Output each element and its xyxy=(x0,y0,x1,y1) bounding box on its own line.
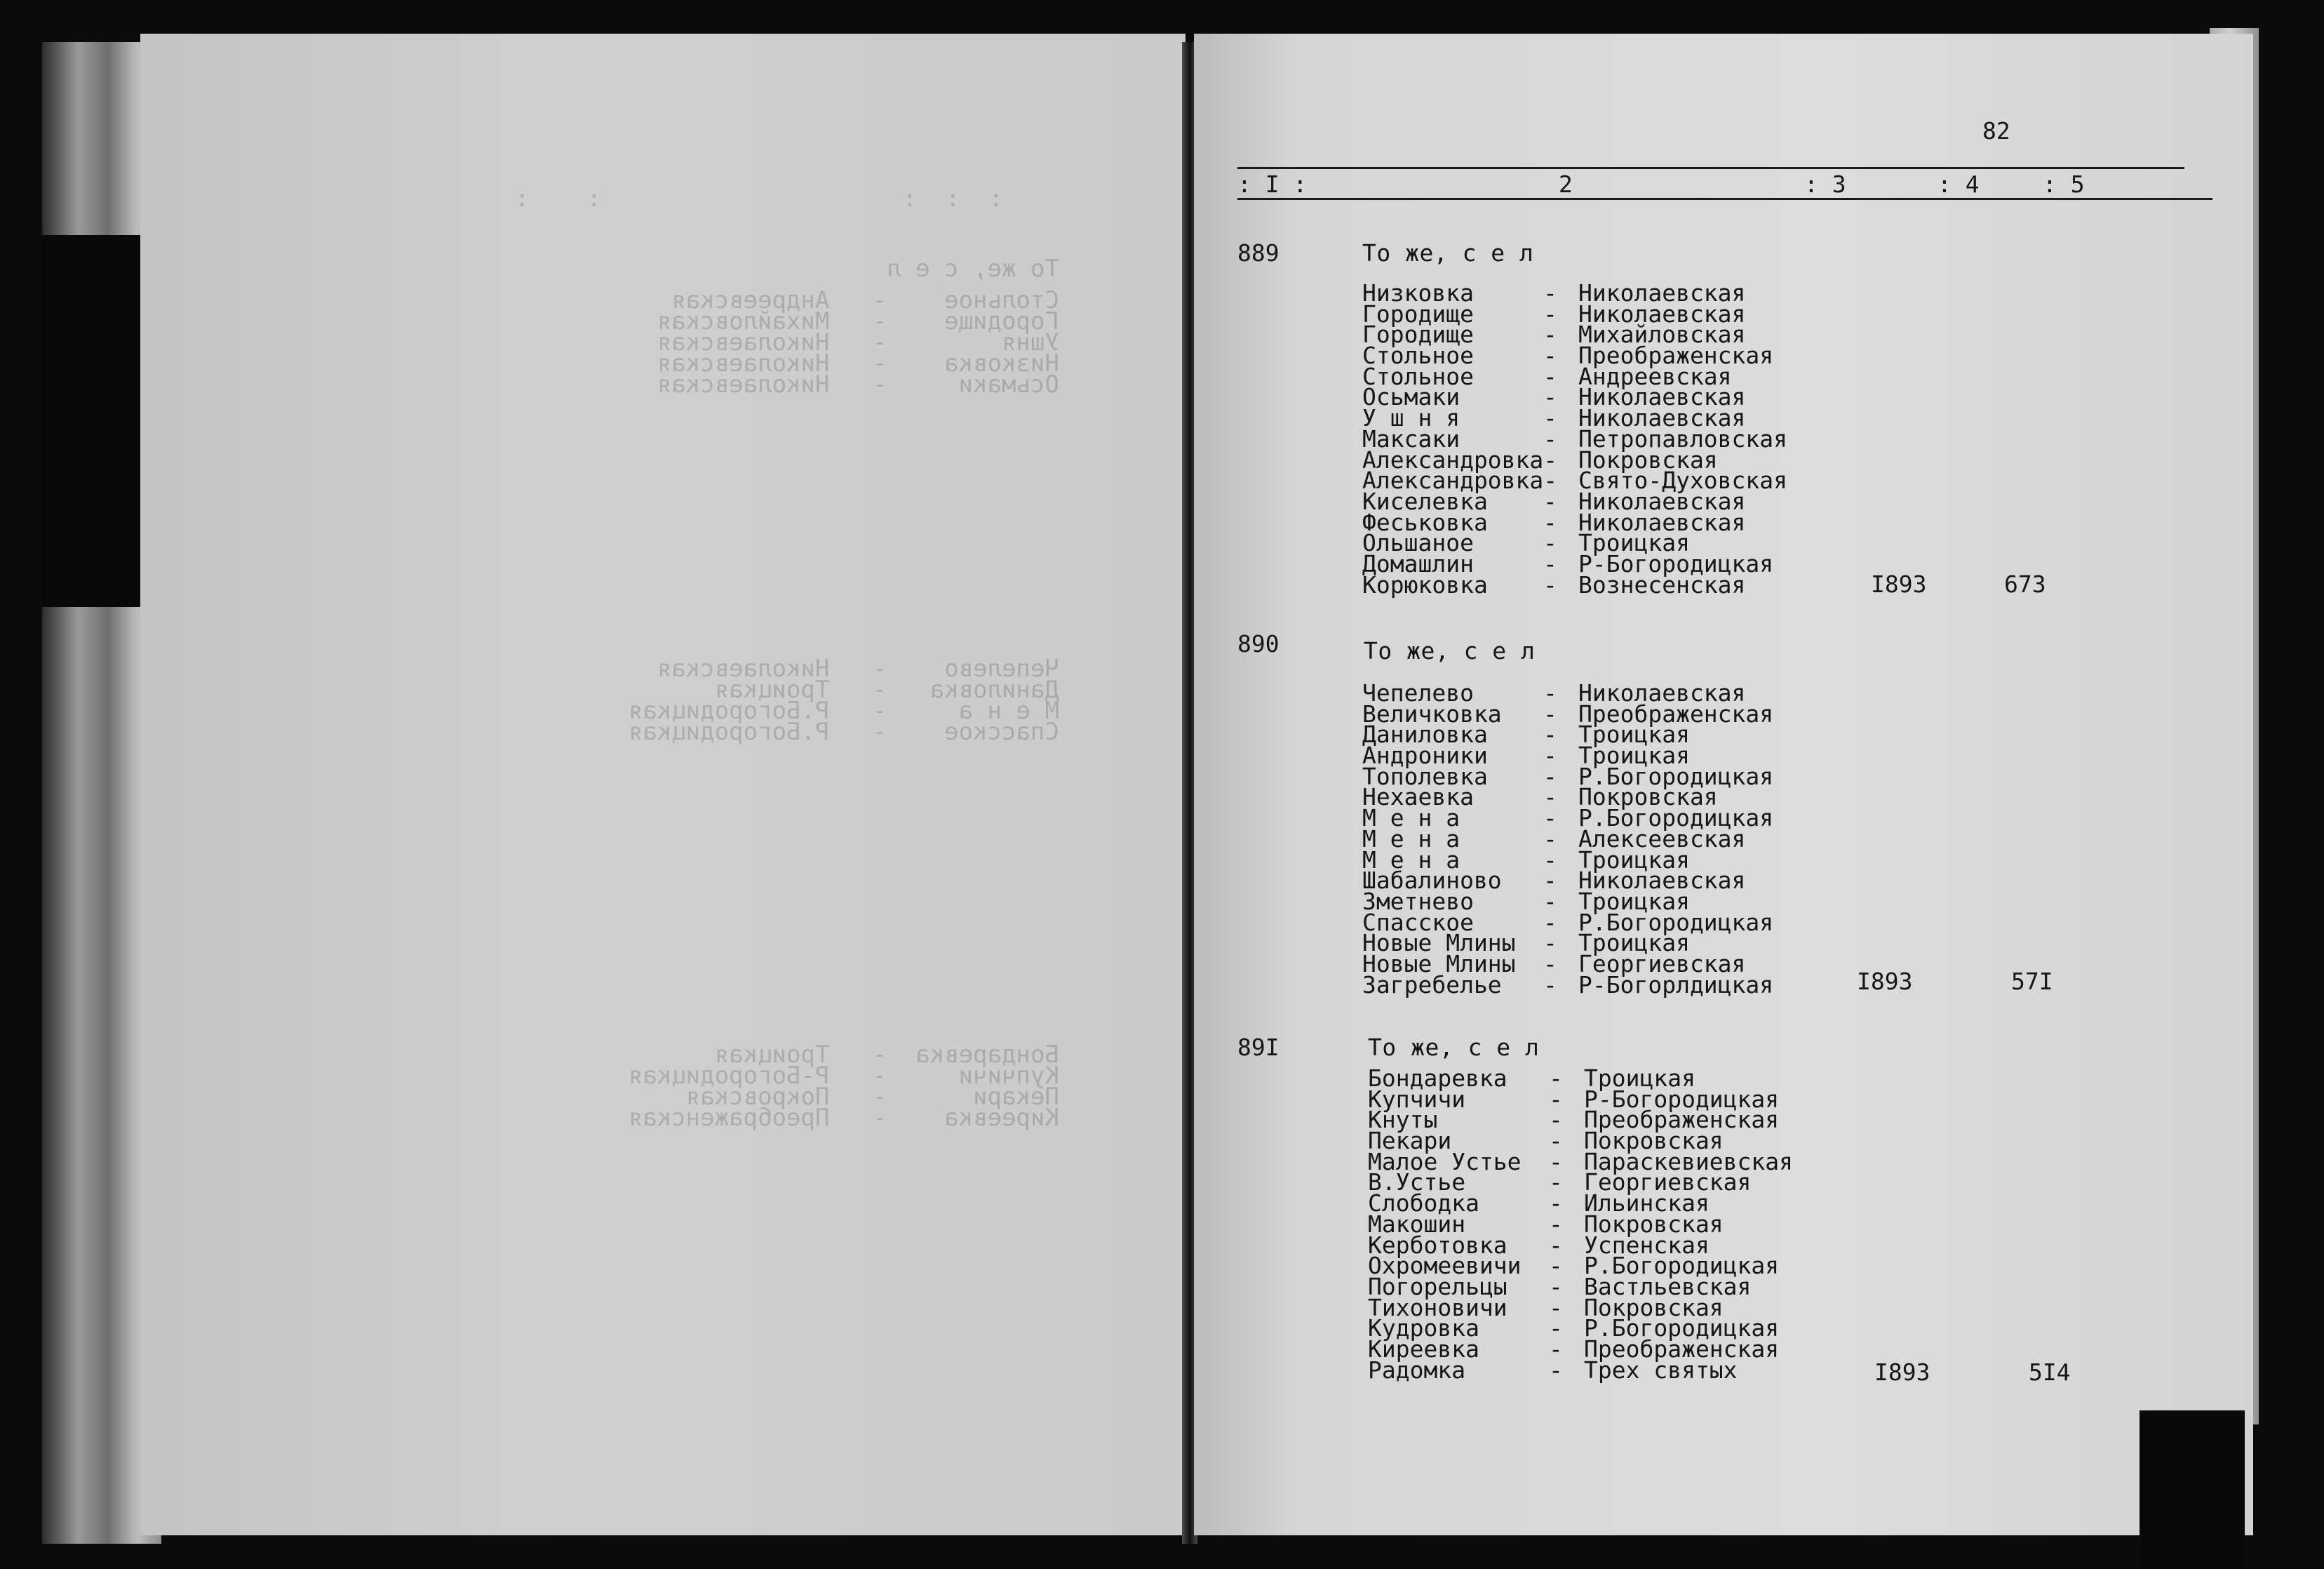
village-name: Радомка xyxy=(1368,1356,1466,1384)
entry-year: I893 xyxy=(1871,570,1927,598)
church-name: Троицкая xyxy=(1578,887,1690,915)
church-name: Андреевская xyxy=(1578,362,1732,390)
separator-dash: - xyxy=(1543,549,1557,577)
church-name: Троицкая xyxy=(1578,721,1690,749)
village-name: В.Устье xyxy=(1368,1168,1466,1196)
church-name: Георгиевская xyxy=(1578,949,1746,977)
village-name: Александровка- xyxy=(1362,446,1558,474)
village-name: Погорельцы xyxy=(1368,1272,1507,1300)
church-name: Николаевская xyxy=(1578,300,1746,328)
entry-number: 890 xyxy=(1237,630,1279,657)
village-name: Чепелево xyxy=(1362,679,1474,707)
village-name: Осьмаки xyxy=(1362,383,1460,411)
village-name: Пекари xyxy=(1368,1127,1452,1155)
village-name: Макошин xyxy=(1368,1210,1466,1238)
village-name: Нехаевка xyxy=(1362,783,1474,811)
church-name: Покровская xyxy=(1584,1127,1724,1155)
separator-dash: - xyxy=(1543,570,1557,599)
separator-dash: - xyxy=(1543,824,1557,853)
church-name: Георгиевская xyxy=(1584,1168,1752,1196)
separator-dash: - xyxy=(1549,1293,1563,1321)
separator-dash: - xyxy=(1543,679,1557,707)
separator-dash: - xyxy=(1549,1231,1563,1259)
church-name: Покровская xyxy=(1578,783,1718,811)
separator-dash: - xyxy=(1549,1189,1563,1217)
header-rule-top xyxy=(1237,167,2184,169)
village-name: Киселевка xyxy=(1362,487,1488,515)
village-name: Охромеевичи xyxy=(1368,1252,1522,1280)
right-page xyxy=(1194,34,2253,1535)
church-name: Р-Богородицкая xyxy=(1584,1085,1780,1113)
church-name: Покровская xyxy=(1584,1293,1724,1321)
entry-count: 57I xyxy=(2011,968,2053,995)
village-name: Стольное xyxy=(1362,342,1474,370)
church-name: Троицкая xyxy=(1578,929,1690,957)
village-name: Величковка xyxy=(1362,700,1502,728)
separator-dash: - xyxy=(1543,887,1557,915)
church-name: Николаевская xyxy=(1578,867,1746,895)
entry-number: 889 xyxy=(1237,239,1279,267)
separator-dash: - xyxy=(1543,279,1557,307)
separator-dash: - xyxy=(1543,721,1557,749)
separator-dash: - xyxy=(1543,762,1557,790)
separator-dash: - xyxy=(1543,949,1557,977)
village-name: Киреевка xyxy=(1368,1335,1479,1363)
village-name: Купчичи xyxy=(1368,1085,1466,1113)
ghost-title-1: То же, с е л xyxy=(887,255,1059,283)
separator-dash: - xyxy=(1549,1127,1563,1155)
entry-count: 5I4 xyxy=(2029,1358,2071,1386)
separator-dash: - xyxy=(1543,321,1557,349)
church-name: Покровская xyxy=(1578,446,1718,474)
church-name: Преображенская xyxy=(1578,700,1774,728)
separator-dash: - xyxy=(1543,867,1557,895)
church-name: Покровская xyxy=(1584,1210,1724,1238)
church-name: Преображенская xyxy=(1584,1106,1780,1134)
separator-dash: - xyxy=(1543,300,1557,328)
village-name: Бондаревка xyxy=(1368,1064,1507,1092)
village-name: Спасское xyxy=(1362,908,1474,936)
church-name: Успенская xyxy=(1584,1231,1710,1259)
ghost-block-1: Стольное - Андреевская Городище - Михайловская Ушня - Николаевская Низковка - Николаевская Осьмаки - Николаевская xyxy=(657,286,1059,399)
separator-dash: - xyxy=(1543,742,1557,770)
church-name: Троицкая xyxy=(1584,1064,1695,1092)
right-page-content xyxy=(1194,34,2253,1535)
entry-count: 673 xyxy=(2004,570,2046,598)
entry-title: То же, с е л xyxy=(1362,239,1534,267)
village-name: М е н а xyxy=(1362,846,1460,874)
separator-dash: - xyxy=(1543,383,1557,411)
church-name: Р-Богорлдицкая xyxy=(1578,970,1774,999)
separator-dash: - xyxy=(1543,425,1557,453)
church-name: Троицкая xyxy=(1578,742,1690,770)
separator-dash: - xyxy=(1543,404,1557,432)
separator-dash: - xyxy=(1549,1168,1563,1196)
village-name: Новые Млины xyxy=(1362,929,1516,957)
village-name: Тополевка xyxy=(1362,762,1488,790)
separator-dash: - xyxy=(1543,700,1557,728)
separator-dash: - xyxy=(1543,508,1557,536)
church-name: Троицкая xyxy=(1578,529,1690,557)
village-name: Феськовка xyxy=(1362,508,1488,536)
church-name: Р.Богородицкая xyxy=(1578,908,1774,936)
village-name: У ш н я xyxy=(1362,404,1460,432)
village-name: Городище xyxy=(1362,321,1474,349)
church-name: Николаевская xyxy=(1578,279,1746,307)
village-name: Даниловка xyxy=(1362,721,1488,749)
village-name: Керботовка xyxy=(1368,1231,1507,1259)
book-tab-left xyxy=(42,235,154,607)
village-name: Низковка xyxy=(1362,279,1474,307)
church-name: Вастльевская xyxy=(1584,1272,1752,1300)
separator-dash: - xyxy=(1549,1147,1563,1175)
separator-dash: - xyxy=(1543,362,1557,390)
entry-year: I893 xyxy=(1874,1358,1930,1386)
church-name: Р.Богородицкая xyxy=(1578,762,1774,790)
church-name: Михайловская xyxy=(1578,321,1746,349)
separator-dash: - xyxy=(1543,783,1557,811)
village-name: Слободка xyxy=(1368,1189,1479,1217)
separator-dash: - xyxy=(1549,1356,1563,1384)
separator-dash: - xyxy=(1549,1252,1563,1280)
separator-dash: - xyxy=(1543,970,1557,999)
church-name: Николаевская xyxy=(1578,679,1746,707)
ghost-block-3: Бондаревка - Троицкая Купчичи - Р-Богородицкая Пекари - Покровская Киреевка - Преображенская xyxy=(628,1041,1059,1132)
column-header-5: : 5 xyxy=(2043,171,2085,198)
separator-dash: - xyxy=(1549,1272,1563,1300)
village-name: М е н а xyxy=(1362,824,1460,853)
church-name: Р-Богородицкая xyxy=(1578,549,1774,577)
entry-year: I893 xyxy=(1857,968,1913,995)
village-name: Андроники xyxy=(1362,742,1488,770)
church-name: Алексеевская xyxy=(1578,824,1746,853)
header-rule-bottom xyxy=(1237,198,2212,200)
village-name: Городище xyxy=(1362,300,1474,328)
church-name: Николаевская xyxy=(1578,383,1746,411)
book-tab-right xyxy=(2140,1410,2245,1568)
village-name: Домашлин xyxy=(1362,549,1474,577)
village-name: Максаки xyxy=(1362,425,1460,453)
village-name: Александровка- xyxy=(1362,467,1558,495)
ghost-block-2: Чепелево - Николаевская Даниловка - Троицкая М е н а - Р.Богородицкая Спасское - Р.Богородицкая xyxy=(628,655,1059,746)
village-name: Ольшаное xyxy=(1362,529,1474,557)
column-header-4: : 4 xyxy=(1937,171,1980,198)
church-name: Р.Богородицкая xyxy=(1584,1314,1780,1342)
entry-title: То же, с е л xyxy=(1368,1034,1540,1061)
church-name: Свято-Духовская xyxy=(1578,467,1788,495)
separator-dash: - xyxy=(1549,1314,1563,1342)
church-name: Преображенская xyxy=(1578,342,1774,370)
church-name: Р.Богородицкая xyxy=(1584,1252,1780,1280)
left-page xyxy=(140,34,1185,1535)
page-number: 82 xyxy=(1982,117,2010,145)
separator-dash: - xyxy=(1549,1335,1563,1363)
separator-dash: - xyxy=(1543,908,1557,936)
church-name: Петропавловская xyxy=(1578,425,1788,453)
village-name: Кнуты xyxy=(1368,1106,1438,1134)
ghost-header: : : : : : xyxy=(515,185,1003,213)
village-name: Загребелье xyxy=(1362,970,1502,999)
village-name: Стольное xyxy=(1362,362,1474,390)
village-name: М е н а xyxy=(1362,804,1460,832)
church-name: Николаевская xyxy=(1578,404,1746,432)
separator-dash: - xyxy=(1543,487,1557,515)
column-header-2: 2 xyxy=(1559,171,1573,198)
separator-dash: - xyxy=(1543,342,1557,370)
village-name: Кудровка xyxy=(1368,1314,1479,1342)
church-name: Преображенская xyxy=(1584,1335,1780,1363)
church-name: Трех святых xyxy=(1584,1356,1738,1384)
separator-dash: - xyxy=(1543,846,1557,874)
column-header-3: : 3 xyxy=(1804,171,1846,198)
village-name: Новые Млины xyxy=(1362,949,1516,977)
entry-title: То же, с е л xyxy=(1364,637,1536,665)
separator-dash: - xyxy=(1549,1106,1563,1134)
entry-number: 89I xyxy=(1237,1034,1279,1061)
separator-dash: - xyxy=(1549,1210,1563,1238)
church-name: Николаевская xyxy=(1578,508,1746,536)
church-name: Ильинская xyxy=(1584,1189,1710,1217)
church-name: Троицкая xyxy=(1578,846,1690,874)
separator-dash: - xyxy=(1543,929,1557,957)
village-name: Зметнево xyxy=(1362,887,1474,915)
separator-dash: - xyxy=(1543,804,1557,832)
village-name: Шабалиново xyxy=(1362,867,1502,895)
church-name: Николаевская xyxy=(1578,487,1746,515)
separator-dash: - xyxy=(1549,1064,1563,1092)
church-name: Р.Богородицкая xyxy=(1578,804,1774,832)
separator-dash: - xyxy=(1543,529,1557,557)
village-name: Корюковка xyxy=(1362,570,1488,599)
column-header-1: : I : xyxy=(1237,171,1308,198)
separator-dash: - xyxy=(1549,1085,1563,1113)
village-name: Тихоновичи xyxy=(1368,1293,1507,1321)
village-name: Малое Устье xyxy=(1368,1147,1522,1175)
church-name: Параскевиевская xyxy=(1584,1147,1794,1175)
church-name: Вознесенская xyxy=(1578,570,1746,599)
